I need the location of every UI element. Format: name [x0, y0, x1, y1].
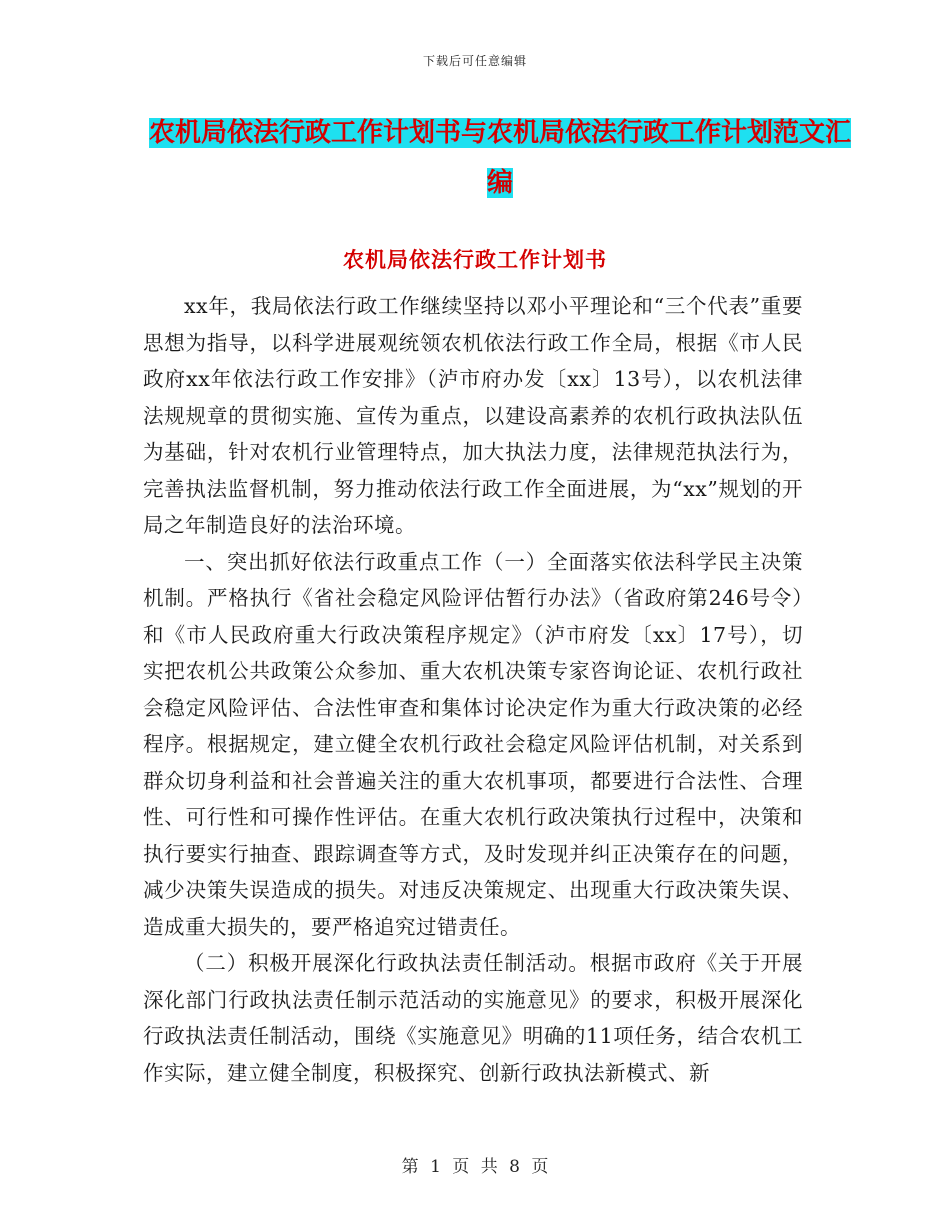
page-header-note: 下载后可任意编辑: [422, 54, 527, 68]
paragraph: 一、突出抓好依法行政重点工作（一）全面落实依法科学民主决策机制。严格执行《省社会稳定风险评估暂行办法》（省政府第246号令）和《市人民政府重大行政决策程序规定》（泸市府发〔xx〕17号），切实把农机公共政策公众参加、重大农机决策专家咨询论证、农机行政社会稳定风险评估、合法性审查和集体讨论决定作为重大行政决策的必经程序。根据规定，建立健全农机行政社会稳定风险评估机制，对关系到群众切身利益和社会普遍关注的重大农机事项，都要进行合法性、合理性、可行性和可操作性评估。在重大农机行政决策执行过程中，决策和执行要实行抽查、跟踪调查等方式，及时发现并纠正决策存在的问题，减少决策失误造成的损失。对违反决策规定、出现重大行政决策失误、造成重大损失的，要严格追究过错责任。: [143, 549, 803, 939]
paragraph: xx年，我局依法行政工作继续坚持以邓小平理论和“三个代表”重要思想为指导，以科学进展观统领农机依法行政工作全局，根据《市人民政府xx年依法行政工作安排》（泸市府办发〔xx〕13号），以农机法律法规规章的贯彻实施、宣传为重点，以建设高素养的农机行政执法队伍为基础，针对农机行业管理特点，加大执法力度，法律规范执法行为，完善执法监督机制，努力推动依法行政工作全面进展，为“xx”规划的开局之年制造良好的法治环境。: [143, 294, 803, 537]
document-title-text: 农机局依法行政工作计划书与农机局依法行政工作计划范文汇编: [148, 118, 851, 198]
document-title: [140, 108, 860, 208]
document-body: [143, 288, 803, 1091]
paragraph: （二）积极开展深化行政执法责任制活动。根据市政府《关于开展深化部门行政执法责任制示范活动的实施意见》的要求，积极开展深化行政执法责任制活动，围绕《实施意见》明确的11项任务，结合农机工作实际，建立健全制度，积极探究、创新行政执法新模式、新: [143, 951, 803, 1085]
page-number-footer: 第 1 页 共 8 页: [401, 1157, 549, 1177]
section-title: 农机局依法行政工作计划书: [343, 247, 607, 272]
